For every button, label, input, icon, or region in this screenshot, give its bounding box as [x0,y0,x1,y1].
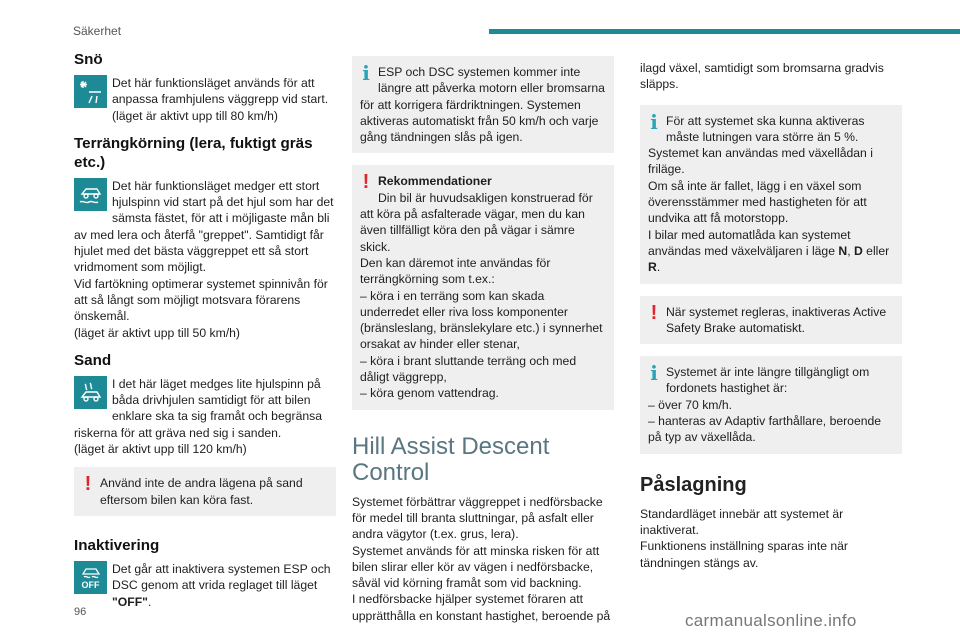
activation-info-2: Systemet kan användas med växellådan i friläge. [648,146,873,177]
terrain-speed: (läget är aktivt upp till 50 km/h) [74,325,240,340]
sand-heading: Sand [74,351,112,369]
page-number: 96 [74,606,87,618]
sno-text: Det här funktionsläget används för att anpassa framhjulens väggrepp vid start. [112,76,329,107]
activation-info-1: För att systemet ska kunna aktiveras måste lutningen vara större än 5 %. [666,113,865,144]
terrain-text-2: Vid fartökning optimerar systemet spinnivån för att så långt som möjligt motsvara förarens önskemål. [74,276,328,324]
header-accent-bar [489,29,960,34]
esp-off-icon [74,561,107,594]
gear-d: D [853,243,863,258]
hadc-paragraph-1: Systemet förbättrar väggreppet i nedförsbacke för medel till branta sluttningar, på asfalt eller andra vägytor (t.ex. grus, lera). [352,494,603,542]
inactivation-heading: Inaktivering [74,536,160,554]
continued-text: ilagd växel, samtidigt som bromsarna gradvis släpps. [640,61,884,92]
hadc-paragraph-2: Systemet används för att minska risken för att bilen slirar eller kör av vägen i nedförsbacke, såväl vid körning framåt som vid backning. [352,543,600,591]
activation-heading: Påslagning [640,473,747,496]
sno-speed: (läget är aktivt upp till 80 km/h) [112,108,278,123]
off-label: OFF [81,580,100,591]
section-title: Säkerhet [73,24,122,38]
info-icon: i [362,61,370,85]
watermark: carmanualsonline.info [685,611,857,630]
sand-text: I det här läget medges lite hjulspinn på båda drivhjulen samtidigt för att bilen enklare ska ta sig framåt och begränsa riskerna för att gräva ned sig i sanden. [74,376,323,440]
recommendations-text: Din bil är huvudsakligen konstruerad för att köra på asfalterade vägar, men du kan även tillfälligt köra den på vägar i sämre skick. [360,190,593,254]
column-3 [640,50,902,571]
activation-paragraph-1: Standardläget innebär att systemet är inaktiverat. [640,506,844,537]
esp-info-text: ESP och DSC systemen kommer inte längre att påverka motorn eller bromsarna för att korrigera färdriktningen. Systemen aktiveras automatiskt från 50 km/h och varje gång tändningen slås på igen. [360,65,605,145]
inactivation-block [74,561,336,610]
hadc-heading: Hill Assist Descent Control [352,432,550,486]
warning-icon: ! [650,301,658,324]
inactivation-end: . [147,594,152,609]
gear-n: N [838,243,848,258]
off-position: "OFF" [112,594,148,609]
list-item: – över 70 km/h. [648,397,732,412]
column-2 [352,50,614,624]
activation-info-3: Om så inte är fallet, lägg i en växel som överensstämmer med hastigheten för att undvika att få motorstopp. [648,178,867,226]
asb-warning-text: När systemet regleras, inaktiveras Active Safety Brake automatiskt. [666,304,887,335]
info-icon: i [650,109,658,134]
availability-info-text: Systemet är inte längre tillgängligt om fordonets hastighet är: [666,365,870,396]
list-item: – hanteras av Adaptiv farthållare, beroende på typ av växellåda. [648,414,882,445]
or-text: eller [862,243,890,258]
activation-paragraph-2: Funktionens inställning sparas inte när tändningen stängs av. [640,539,848,570]
hadc-paragraph-3: I nedförsbacke hjälper systemet föraren att upprätthålla en konstant hastighet, beroende på [352,592,611,623]
inactivation-text [74,561,336,610]
sand-block [74,376,336,457]
recommendations-text-2: Den kan däremot inte användas för terrängkörning som t.ex.: [360,255,551,287]
sand-warning-text: Använd inte de andra lägena på sand eftersom bilen kan köra fast. [100,476,303,507]
info-icon: i [650,361,658,386]
asb-warning-note [640,296,902,345]
activation-info-note [640,105,902,284]
gear-r: R [648,260,657,275]
sno-heading: Snö [74,51,103,68]
availability-info-note [640,356,902,453]
warning-icon: ! [362,171,370,194]
activation-info-4 [648,227,894,276]
sand-mode-icon [74,376,107,409]
snow-mode-icon [74,75,107,108]
sno-block [74,75,336,124]
terrain-block [74,178,336,341]
terrain-heading: Terrängkörning (lera, fuktigt gräs etc.) [74,134,313,171]
esp-info-note [352,56,614,153]
list-item: – köra i en terräng som kan skada underredet eller riva loss komponenter (bränsleslang, bränslekylare etc.) i synnerhet orsakat av hinder eller stenar, [360,288,603,352]
inactivation-text-main: Det går att inaktivera systemen ESP och DSC genom att vrida reglaget till läget [112,561,331,593]
column-1 [74,50,336,620]
list-item: – köra i brant sluttande terräng och med dåligt väggrepp, [360,353,577,385]
sand-speed: (läget är aktivt upp till 120 km/h) [74,442,247,457]
recommendations-note [352,165,614,409]
terrain-text: Det här funktionsläget medger ett stort hjulspinn vid start på det hjul som har det sämsta fästet, för att i möjligaste mån bli av med lera och återfå "greppet". Samtidigt får hjulet med det bästa väggreppet ett så stort vridmoment som möjligt. [74,178,334,275]
list-item: – köra genom vattendrag. [360,386,499,401]
recommendations-title: Rekommendationer [378,174,492,189]
separator: , [847,243,854,258]
mud-mode-icon [74,178,107,211]
period: . [656,260,661,275]
warning-icon: ! [84,473,92,496]
sand-warning-note [74,467,336,516]
activation-info-4-text: I bilar med automatlåda kan systemet användas med växelväljaren i läge [648,227,851,258]
